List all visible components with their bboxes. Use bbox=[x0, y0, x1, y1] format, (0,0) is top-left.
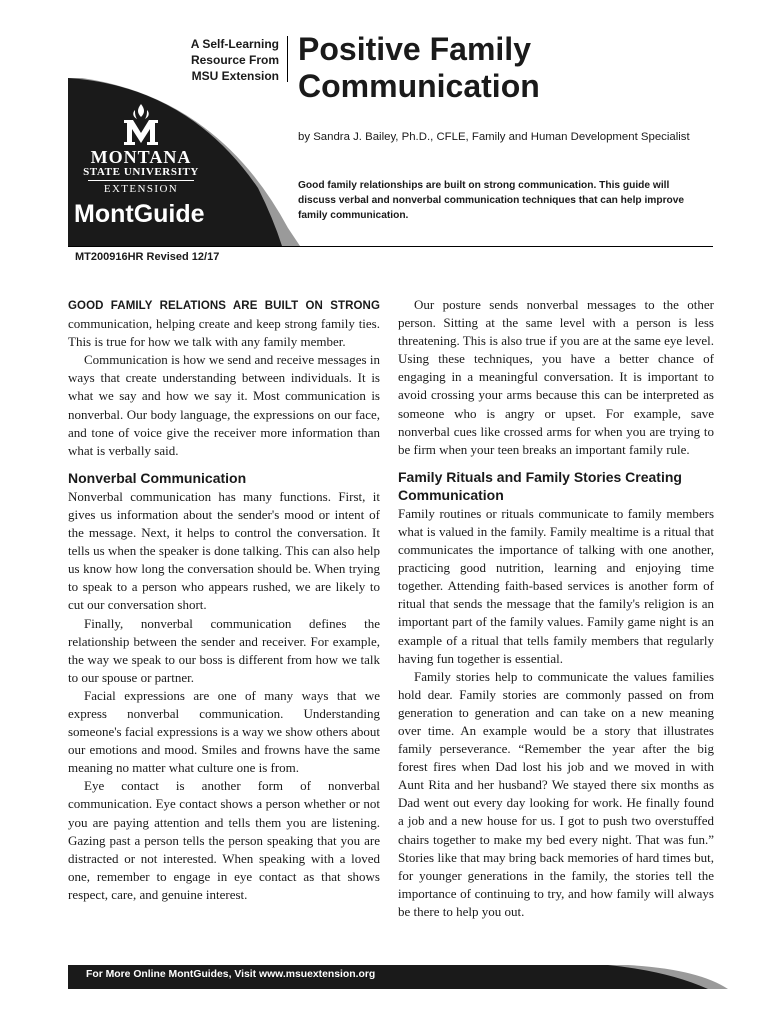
intro-paragraph bbox=[68, 296, 380, 351]
intro-rest: communication, helping create and keep strong family ties. This is true for how we talk with any family member. bbox=[68, 316, 380, 350]
department-name: EXTENSION bbox=[103, 183, 179, 195]
tagline-line: A Self-Learning bbox=[190, 37, 279, 51]
tagline-divider bbox=[287, 36, 288, 82]
summary-text: Good family relationships are built on strong communication. This guide will discuss verbal and nonverbal communication techniques that can help improve family communication. bbox=[298, 180, 685, 221]
paragraph: Family stories help to communicate the values families hold dear. Family stories are commonly passed on from generation to generation and can take on a new meaning over time. An example would be a story that illustrates family perseverance. “Remember the year after the big forest fires when Dad lost his job and we moved in with Aunt Rita and her husband? We stayed there six months as Dad went out every day looking for work. He finally found a job and a new house for us. I got to push two overstuffed chairs together to make my bed every night. That was fun.” Stories like that may bring back memories of hard times but, for younger generations in the family, the stories tell the importance of continuing to try, and how family will always be there to help you out. bbox=[398, 668, 714, 919]
paragraph: Communication is how we send and receive messages in ways that create understanding between individuals. It is what we say and how we say it. Most communication is nonverbal. Our body language, the expressions on our face, and tone of voice give the receiver more information than what is verbally said. bbox=[68, 352, 380, 458]
author-byline: by Sandra J. Bailey, Ph.D., CFLE, Family and Human Development Specialist bbox=[298, 131, 690, 143]
paragraph: Eye contact is another form of nonverbal communication. Eye contact shows a person whether or not you are paying attention and tells them you are listening. Gazing past a person tells the person speaking that you are distracted or not interested. When speaking with a loved one, remember to engage in eye contact as that shows respect, care, and genuine interest. bbox=[68, 778, 380, 902]
paragraph: Our posture sends nonverbal messages to the other person. Sitting at the same level with a person is less threatening. This is also true if you are at the same eye level. Using these techniques, you have a better chance of engaging in a meaningful conversation. It is important to avoid crossing your arms because this can be interpreted as someone who is angry or upset. For example, save nonverbal cues like crossed arms for when you are trying to be firm when your teen breaks an important family rule. bbox=[398, 297, 714, 457]
university-subname: STATE UNIVERSITY bbox=[83, 166, 199, 178]
brand-divider bbox=[88, 180, 194, 181]
msu-m-flame-logo-icon bbox=[118, 104, 164, 146]
section-heading: Nonverbal Communication bbox=[68, 469, 247, 486]
paragraph: Facial expressions are one of many ways that we express nonverbal communication. Understanding someone's facial expressions is a way we show others about our emotions and mood. Smiles and frowns have the same meaning no matter what culture one is from. bbox=[68, 687, 380, 776]
tagline-line: MSU Extension bbox=[191, 69, 279, 83]
title-line: Positive Family bbox=[298, 31, 531, 67]
header-rule bbox=[68, 246, 713, 247]
tagline bbox=[150, 36, 279, 84]
page-title bbox=[298, 31, 540, 105]
paragraph: Nonverbal communication has many functions. First, it gives us information about the sender's mood or intent of the message. Next, it helps to control the conversation. It tells us when the speaker is done talking. This can also help us know how long the conversation should be. When trying to speak to a person who appears rushed, we are likely to cut our conversation short. bbox=[68, 488, 380, 613]
footer-link-text: For More Online MontGuides, Visit www.msuextension.org bbox=[86, 969, 376, 980]
paragraph: Family routines or rituals communicate to family members what is valued in the family. Family mealtime is a ritual that communicates the importance of talking with one another, practicing good nutrition, learning and enjoying time together. Attending faith-based services is another form of ritual that sends the message that the family's religion is an important part of the family values. Family game night is an example of a ritual that tells family members that regularly having fun together is essential. bbox=[398, 505, 714, 666]
university-name: MONTANA bbox=[90, 147, 192, 167]
right-column bbox=[398, 296, 714, 921]
paragraph: Finally, nonverbal communication defines the relationship between the sender and receiver. For example, the way we speak to our boss is different from how we talk to our spouse or partner. bbox=[68, 615, 380, 685]
title-line: Communication bbox=[298, 68, 540, 104]
left-column bbox=[68, 296, 380, 904]
intro-lead: GOOD FAMILY RELATIONS ARE BUILT ON STRONG bbox=[68, 300, 380, 312]
series-name: MontGuide bbox=[74, 200, 205, 228]
publication-number: MT200916HR Revised 12/17 bbox=[75, 251, 220, 263]
section-heading: Family Rituals and Family Stories Creating Communication bbox=[398, 468, 682, 503]
tagline-line: Resource From bbox=[190, 53, 279, 67]
